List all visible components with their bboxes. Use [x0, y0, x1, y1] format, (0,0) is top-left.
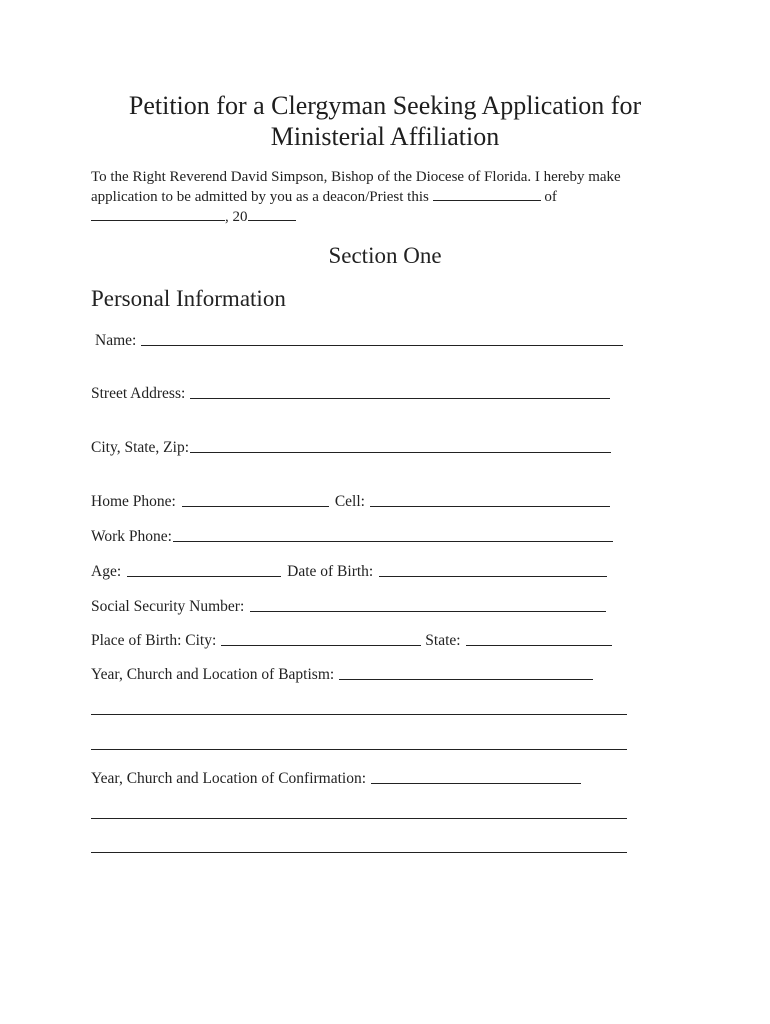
title-line-2: Ministerial Affiliation	[270, 122, 500, 151]
work-phone-row	[91, 524, 613, 546]
ssn-label: Social Security Number:	[91, 598, 245, 615]
home-phone-label: Home Phone:	[91, 493, 176, 510]
age-field[interactable]	[127, 575, 281, 577]
confirmation-row	[91, 766, 581, 788]
intro-of: of	[544, 189, 557, 205]
work-phone-field[interactable]	[173, 540, 613, 542]
name-row	[95, 328, 623, 350]
month-blank[interactable]	[91, 207, 225, 221]
document-title	[0, 90, 770, 152]
place-of-birth-city-label: Place of Birth: City:	[91, 632, 217, 649]
confirmation-field[interactable]	[371, 782, 581, 784]
intro-text: To the Right Reverend David Simpson, Bishop of the Diocese of Florida. I hereby make application to be admitted by you as a deacon/Priest this	[91, 169, 621, 205]
title-line-1: Petition for a Clergyman Seeking Application for	[128, 91, 642, 120]
state-field[interactable]	[466, 644, 612, 646]
state-label: State:	[425, 632, 461, 649]
date-of-birth-field[interactable]	[379, 575, 607, 577]
age-label: Age:	[91, 563, 122, 580]
place-of-birth-row	[91, 628, 612, 650]
personal-info-heading: Personal Information	[91, 286, 286, 311]
city-state-zip-row	[91, 435, 611, 457]
baptism-row	[91, 662, 593, 684]
place-of-birth-city-field[interactable]	[221, 644, 421, 646]
baptism-line-2[interactable]	[91, 714, 627, 715]
street-address-row	[91, 381, 610, 403]
cell-label: Cell:	[334, 493, 365, 510]
phone-row	[91, 489, 610, 511]
cell-field[interactable]	[370, 505, 610, 507]
date-of-birth-label: Date of Birth:	[287, 563, 374, 580]
baptism-field[interactable]	[339, 678, 593, 680]
year-blank[interactable]	[248, 207, 296, 221]
intro-paragraph	[91, 167, 691, 227]
section-title: Section One	[328, 243, 442, 268]
street-address-label: Street Address:	[91, 385, 186, 402]
confirmation-label: Year, Church and Location of Confirmation:	[91, 770, 367, 787]
confirmation-line-3[interactable]	[91, 852, 627, 853]
ssn-field[interactable]	[250, 610, 606, 612]
city-state-zip-field[interactable]	[190, 451, 611, 453]
day-blank[interactable]	[433, 187, 541, 201]
home-phone-field[interactable]	[182, 505, 329, 507]
work-phone-label: Work Phone:	[91, 528, 172, 545]
confirmation-line-2[interactable]	[91, 818, 627, 819]
baptism-label: Year, Church and Location of Baptism:	[91, 666, 335, 683]
intro-year-prefix: , 20	[225, 209, 248, 225]
city-state-zip-label: City, State, Zip:	[91, 439, 190, 456]
name-field[interactable]	[141, 344, 623, 346]
name-label: Name:	[95, 332, 137, 349]
baptism-line-3[interactable]	[91, 749, 627, 750]
age-dob-row	[91, 559, 607, 581]
street-address-field[interactable]	[190, 397, 610, 399]
ssn-row	[91, 594, 606, 616]
